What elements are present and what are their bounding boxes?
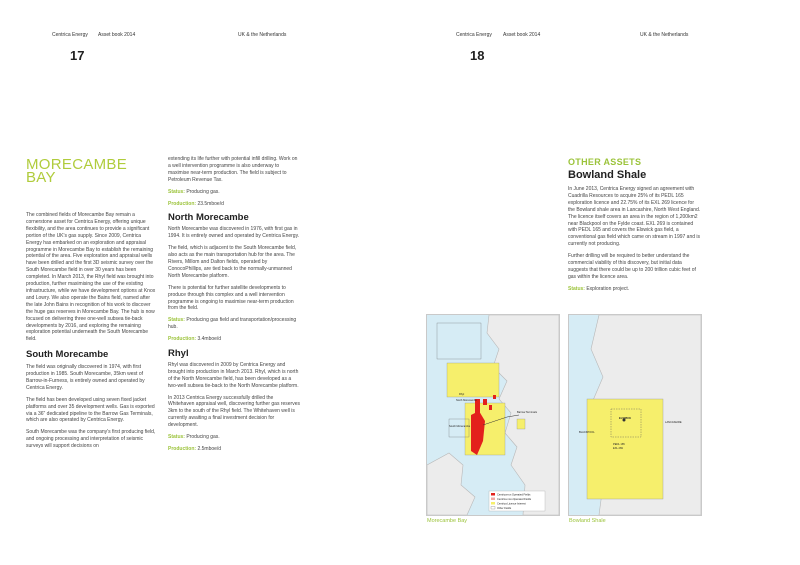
- north-paragraph-1: North Morecambe was discovered in 1976, with first gas in 1994. It is entirely owned and operated by Centrica Energy.: [168, 226, 300, 240]
- map-label-exl: EXL 269: [613, 447, 623, 450]
- morecambe-map-caption: Morecambe Bay: [427, 518, 468, 524]
- north-paragraph-3: There is potential for further satellite developments to produce through this complex and a well intervention programme is ongoing to maximise near-term production from the field.: [168, 284, 294, 312]
- south-paragraph-2: The field has been developed using seven fixed jacket platforms and over 35 development wells. Gas is exported via a 36" dedicated pipeline to the Barrow Gas Terminals, which are also operated by Centrica Energy.: [26, 396, 155, 424]
- south-morecambe-heading: South Morecambe: [26, 349, 109, 361]
- status-label: Status:: [168, 434, 185, 441]
- south-paragraph-1: The field was originally discovered in 1974, with first production in 1985. South Morecambe, 35km west of Barrow-in-Furness, is entirely owned and operated by Centrica Energy.: [26, 364, 145, 391]
- map-label-north-morecambe: North Morecambe: [456, 399, 477, 402]
- bowland-shale-map: [568, 314, 702, 516]
- legend-item: Centrica non-Operated Fields: [497, 498, 532, 501]
- status-value: Producing gas field and transportation/processing hub.: [168, 317, 297, 331]
- header-book-right: Asset book 2014: [503, 32, 541, 38]
- page-number-left: 17: [70, 48, 85, 63]
- intro-paragraph: The combined fields of Morecambe Bay remain a cornerstone asset for Centrica Energy, offering unique flexibility, and the area continues to provide a significant portion of the UK's gas supply. Since 2009, Centrica Energy has embarked on an exploration and appraisal programme in Morecambe Bay to establish the remaining potential of the area. Five exploration and appraisal wells have been drilled and the first 3D seismic survey over the South Morecambe field in over 30 years has been completed. In March 2013, the Rhyl field was brought into production, further maximising the use of the existing infrastructure, while we have development options at Knox and Lowry. We also operate the Bains field, named after the late John Bains in recognition of his work to discover the huge gas reserves in Morecambe Bay. The hub is now focused on delivering three one-well subsea tie-back developments by 2016, and exploring the remaining exploration potential underneath the South Morecambe field.: [26, 212, 156, 343]
- bowland-map-svg: [569, 315, 701, 515]
- production-value: 3.4mboe/d: [197, 336, 222, 343]
- production-label: Production:: [168, 446, 197, 452]
- page-number-right: 18: [470, 48, 485, 63]
- map-label-elswick: ELSWICK: [619, 417, 631, 420]
- south-continued: extending its life further with potential infill drilling. Work on a well intervention programme is also underway to maximise near-term production. The field is subject to Petroleum Revenue Tax.: [168, 156, 298, 183]
- header-company-left: Centrica Energy: [52, 32, 88, 38]
- production-label: Production:: [168, 200, 197, 207]
- morecambe-bay-map: [426, 314, 560, 516]
- title-line-2: BAY: [26, 169, 56, 186]
- header-region-right: UK & the Netherlands: [640, 32, 689, 38]
- header-book-left: Asset book 2014: [98, 32, 136, 38]
- article-title: [26, 158, 158, 184]
- rhyl-paragraph-2: In 2013 Centrica Energy successfully drilled the Whitehaven appraisal well, discovering further gas reserves 3km to the south of the Rhyl field. The Whitehaven well is currently awaiting a final investment decision for development.: [168, 394, 301, 429]
- north-morecambe-heading: North Morecambe: [168, 212, 249, 224]
- bowland-shale-heading: Bowland Shale: [568, 169, 647, 181]
- status-value: Producing gas.: [186, 434, 220, 441]
- legend-item: Centrica Licence Interest: [497, 502, 526, 506]
- status-value: Exploration project.: [586, 285, 630, 292]
- production-value: 2.5mboe/d: [197, 446, 222, 452]
- production-value: 23.5mboe/d: [197, 200, 224, 207]
- header-region-left: UK & the Netherlands: [238, 32, 287, 38]
- column-2: [168, 156, 300, 458]
- north-paragraph-2: The field, which is adjacent to the South Morecambe field, also acts as the main transportation hub for the area. The Rivers, Millom and Dalton fields, operated by ConocoPhillips, are tied back to the normally-unmanned North Morecambe platform.: [168, 245, 297, 279]
- map-label-lancashire: LANCASHIRE: [665, 421, 682, 424]
- map-label-rhyl: Rhyl: [459, 393, 465, 396]
- bowland-column: [568, 186, 702, 298]
- status-label: Status:: [168, 317, 185, 324]
- legend-item: Other Fields: [497, 507, 512, 510]
- map-label-blackpool: BLACKPOOL: [579, 431, 595, 434]
- bowland-paragraph-2: Further drilling will be required to better understand the commercial viability of this discovery, but initial data suggests that there could be up to 200 trillion cubic feet of gas within the licence area.: [568, 253, 696, 280]
- header-company-right: Centrica Energy: [456, 32, 492, 38]
- morecambe-map-svg: [427, 315, 559, 515]
- status-label: Status:: [568, 285, 585, 292]
- title-line-1: MORECAMBE: [26, 156, 128, 173]
- production-label: Production:: [168, 336, 197, 343]
- map-label-south-morecambe: South Morecambe: [449, 425, 471, 428]
- map-label-barrow: Barrow Terminals: [517, 411, 537, 414]
- legend-item: Centrica-run Operated Fields: [497, 493, 531, 497]
- south-paragraph-3: South Morecambe was the company's first producing field, and ongoing processing and interpretation of seismic surveys will support decisions on: [26, 429, 156, 450]
- rhyl-paragraph-1: Rhyl was discovered in 2009 by Centrica Energy and brought into production in March 2013. Rhyl, which is north of the North Morecambe field, has been developed as a two-well subsea tie-back to the North Morecambe platform.: [168, 361, 299, 389]
- status-label: Status:: [168, 188, 185, 195]
- rhyl-heading: Rhyl: [168, 348, 189, 360]
- map-label-pedl: PEDL 165: [613, 443, 625, 446]
- other-assets-heading: OTHER ASSETS: [568, 157, 642, 167]
- status-value: Producing gas.: [186, 188, 220, 195]
- bowland-paragraph-1: In June 2013, Centrica Energy signed an agreement with Cuadrilla Resources to acquire 25% of its PEDL 165 exploration licence and 22.75% of its EXL 269 licence for the Bowland shale area in Lancashire, North West England. The licence itself covers an area in the region of 1,200km2 near Blackpool on the Fylde coast. EXL 269 is contained with PEDL 165 and covers the Elswick gas field, a conventional gas field which came on stream in 1997 and is currently not producing.: [568, 186, 701, 248]
- bowland-map-caption: Bowland Shale: [569, 518, 606, 524]
- column-1: [26, 212, 158, 455]
